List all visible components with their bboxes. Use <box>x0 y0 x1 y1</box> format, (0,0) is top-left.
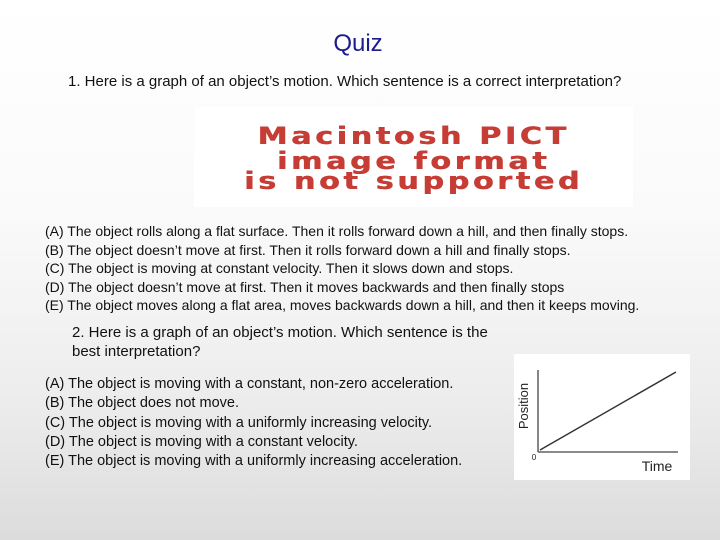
option-e: (E) The object is moving with a uniformly increasing acceleration. <box>45 453 463 470</box>
question-2-text: 2. Here is a graph of an object’s motion. Which sentence is the best interpretation? <box>72 324 488 360</box>
graph-svg <box>514 354 690 480</box>
placeholder-line: Macintosh PICT <box>257 122 570 150</box>
placeholder-line: is not supported <box>243 167 584 195</box>
question-1-text: 1. Here is a graph of an object’s motion. Which sentence is a correct interpretation? <box>68 73 622 90</box>
option-e: (E) The object moves along a flat area, moves backwards down a hill, and then it keeps moving. <box>45 297 640 313</box>
option-a: (A) The object is moving with a constant, non-zero acceleration. <box>45 376 454 392</box>
option-b: (B) The object doesn’t move at first. Then it rolls forward down a hill and finally stops. <box>45 241 571 258</box>
x-axis-label: Time <box>641 458 673 474</box>
y-axis-label: Position <box>516 382 531 430</box>
origin-label: 0 <box>531 453 537 462</box>
option-d: (D) The object is moving with a constant velocity. <box>45 433 358 450</box>
option-b: (B) The object does not move. <box>45 395 239 412</box>
question-1-options <box>45 222 705 315</box>
question-2-options <box>45 375 515 471</box>
position-time-graph <box>514 354 690 480</box>
unsupported-image-placeholder <box>194 107 633 207</box>
option-c: (C) The object is moving at constant velocity. Then it slows down and stops. <box>45 260 514 276</box>
option-d: (D) The object doesn’t move at first. Then it moves backwards and then finally stops <box>45 278 565 295</box>
page-title: Quiz <box>333 30 383 57</box>
option-c: (C) The object is moving with a uniformly increasing velocity. <box>45 414 433 431</box>
option-a: (A) The object rolls along a flat surface. Then it rolls forward down a hill, and then finally stops. <box>45 223 629 239</box>
position-line <box>540 372 676 450</box>
placeholder-line: image format <box>276 147 551 175</box>
